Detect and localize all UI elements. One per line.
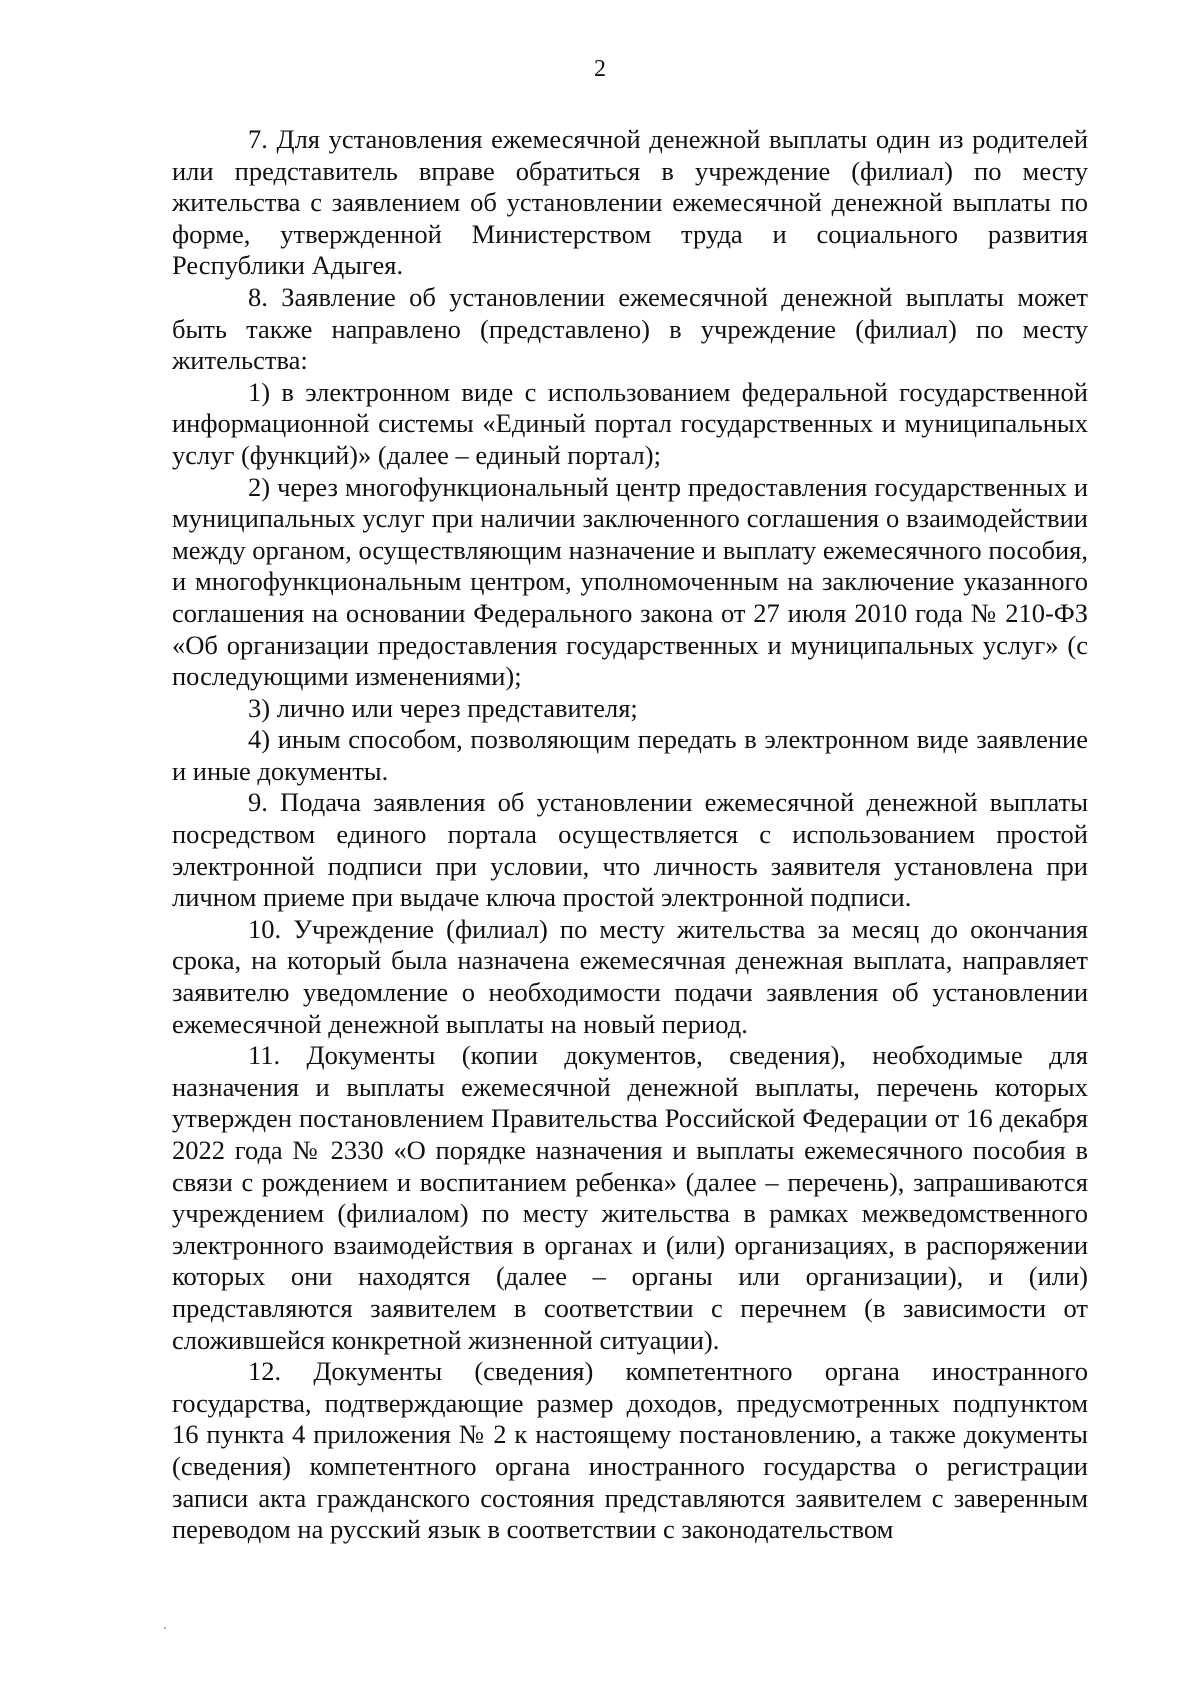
paragraph-8-item-3: 3) лично или через представителя; <box>248 692 638 723</box>
paragraph-10: 10. Учреждение (филиал) по месту жительства за месяц до окончания срока, на который была назначена ежемесячная денежная выплата, направляет заявителю уведомление о необходимости подачи заявления об установлении ежемесячной денежной выплаты на новый период. <box>172 913 1088 1039</box>
paragraph-8-item-1: 1) в электронном виде с использованием федеральной государственной информационной системы «Единый портал государственных и муниципальных услуг (функций)» (далее – единый портал); <box>172 376 1088 470</box>
paragraph-11: 11. Документы (копии документов, сведения), необходимые для назначения и выплаты ежемесячной денежной выплаты, перечень которых утвержден постановлением Правительства Российской Федерации от 16 декабря 2022 года № 2330 «О порядке назначения и выплаты ежемесячного пособия в связи с рождением и воспитанием ребенка» (далее – перечень), запрашиваются учреждением (филиалом) по месту жительства в рамках межведомственного электронного взаимодействия в органах и (или) организациях, в распоряжении которых они находятся (далее – органы или организации), и (или) представляются заявителем в соответствии с перечнем (в зависимости от сложившейся конкретной жизненной ситуации). <box>172 1040 1088 1355</box>
page-number: 2 <box>594 56 606 82</box>
paragraph-8-item-2: 2) через многофункциональный центр предоставления государственных и муниципальных услуг при наличии заключенного соглашения о взаимодействии между органом, осуществляющим назначение и выплату ежемесячного пособия, и многофункциональным центром, уполномоченным на заключение указанного соглашения на основании Федерального закона от 27 июля 2010 года № 210-ФЗ «Об организации предоставления государственных и муниципальных услуг» (с последующими изменениями); <box>172 471 1088 692</box>
document-body <box>172 124 1088 1546</box>
paragraph-7: 7. Для установления ежемесячной денежной выплаты один из родителей или представитель вправе обратиться в учреждение (филиал) по месту жительства с заявлением об установлении ежемесячной денежной выплаты по форме, утвержденной Министерством труда и социального развития Республики Адыгея. <box>172 124 1088 281</box>
paragraph-12: 12. Документы (сведения) компетентного органа иностранного государства, подтверждающие размер доходов, предусмотренных подпунктом 16 пункта 4 приложения № 2 к настоящему постановлению, а также документы (сведения) компетентного органа иностранного государства о регистрации записи акта гражданского состояния представляются заявителем с заверенным переводом на русский язык в соответствии с законодательством <box>172 1356 1088 1545</box>
paragraph-9: 9. Подача заявления об установлении ежемесячной денежной выплаты посредством единого портала осуществляется с использованием простой электронной подписи при условии, что личность заявителя установлена при личном приеме при выдаче ключа простой электронной подписи. <box>172 787 1088 913</box>
paragraph-8-item-4: 4) иным способом, позволяющим передать в электронном виде заявление и иные документы. <box>172 724 1088 786</box>
paragraph-8: 8. Заявление об установлении ежемесячной денежной выплаты может быть также направлено (представлено) в учреждение (филиал) по месту жительства: <box>172 281 1088 376</box>
scan-speck <box>164 1627 166 1629</box>
